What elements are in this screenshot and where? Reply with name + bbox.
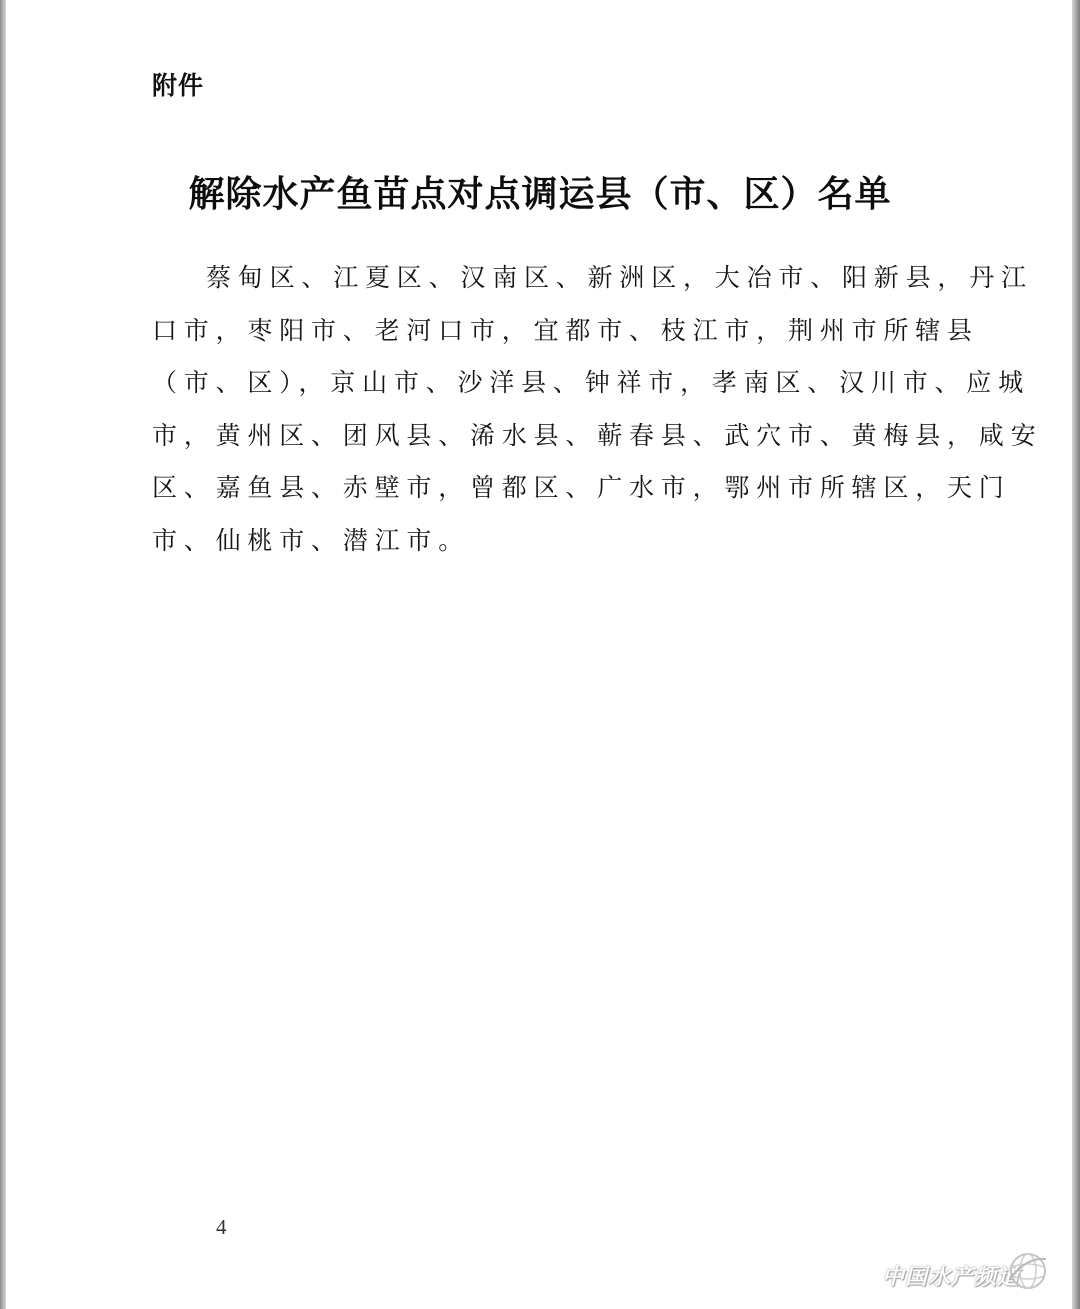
body-line: （市、区），京山市、沙洋县、钟祥市，孝南区、汉川市、应城 (152, 368, 1030, 398)
body-line: 市、仙桃市、潜江市。 (152, 525, 471, 555)
page-edge-left (0, 0, 6, 1309)
body-line: 口市，枣阳市、老河口市，宜都市、枝江市，荆州市所辖县 (152, 315, 979, 345)
body-line: 区、嘉鱼县、赤壁市，曾都区、广水市，鄂州市所辖区，天门 (152, 473, 1011, 503)
document-title: 解除水产鱼苗点对点调运县（市、区）名单 (188, 173, 892, 215)
body-line: 蔡甸区、江夏区、汉南区、新洲区，大冶市、阳新县，丹江 (206, 263, 1033, 292)
watermark (850, 1263, 1060, 1299)
body-line: 市，黄州区、团风县、浠水县、蕲春县、武穴市、黄梅县，咸安 (152, 420, 1043, 450)
watermark-text: 中国水产频道 (881, 1265, 1020, 1290)
page-number: 4 (216, 1215, 227, 1239)
body-paragraph (152, 252, 1043, 568)
globe-logo-icon (1006, 1249, 1050, 1293)
page-edge-right (1072, 0, 1080, 1309)
attachment-label: 附件 (152, 71, 205, 100)
